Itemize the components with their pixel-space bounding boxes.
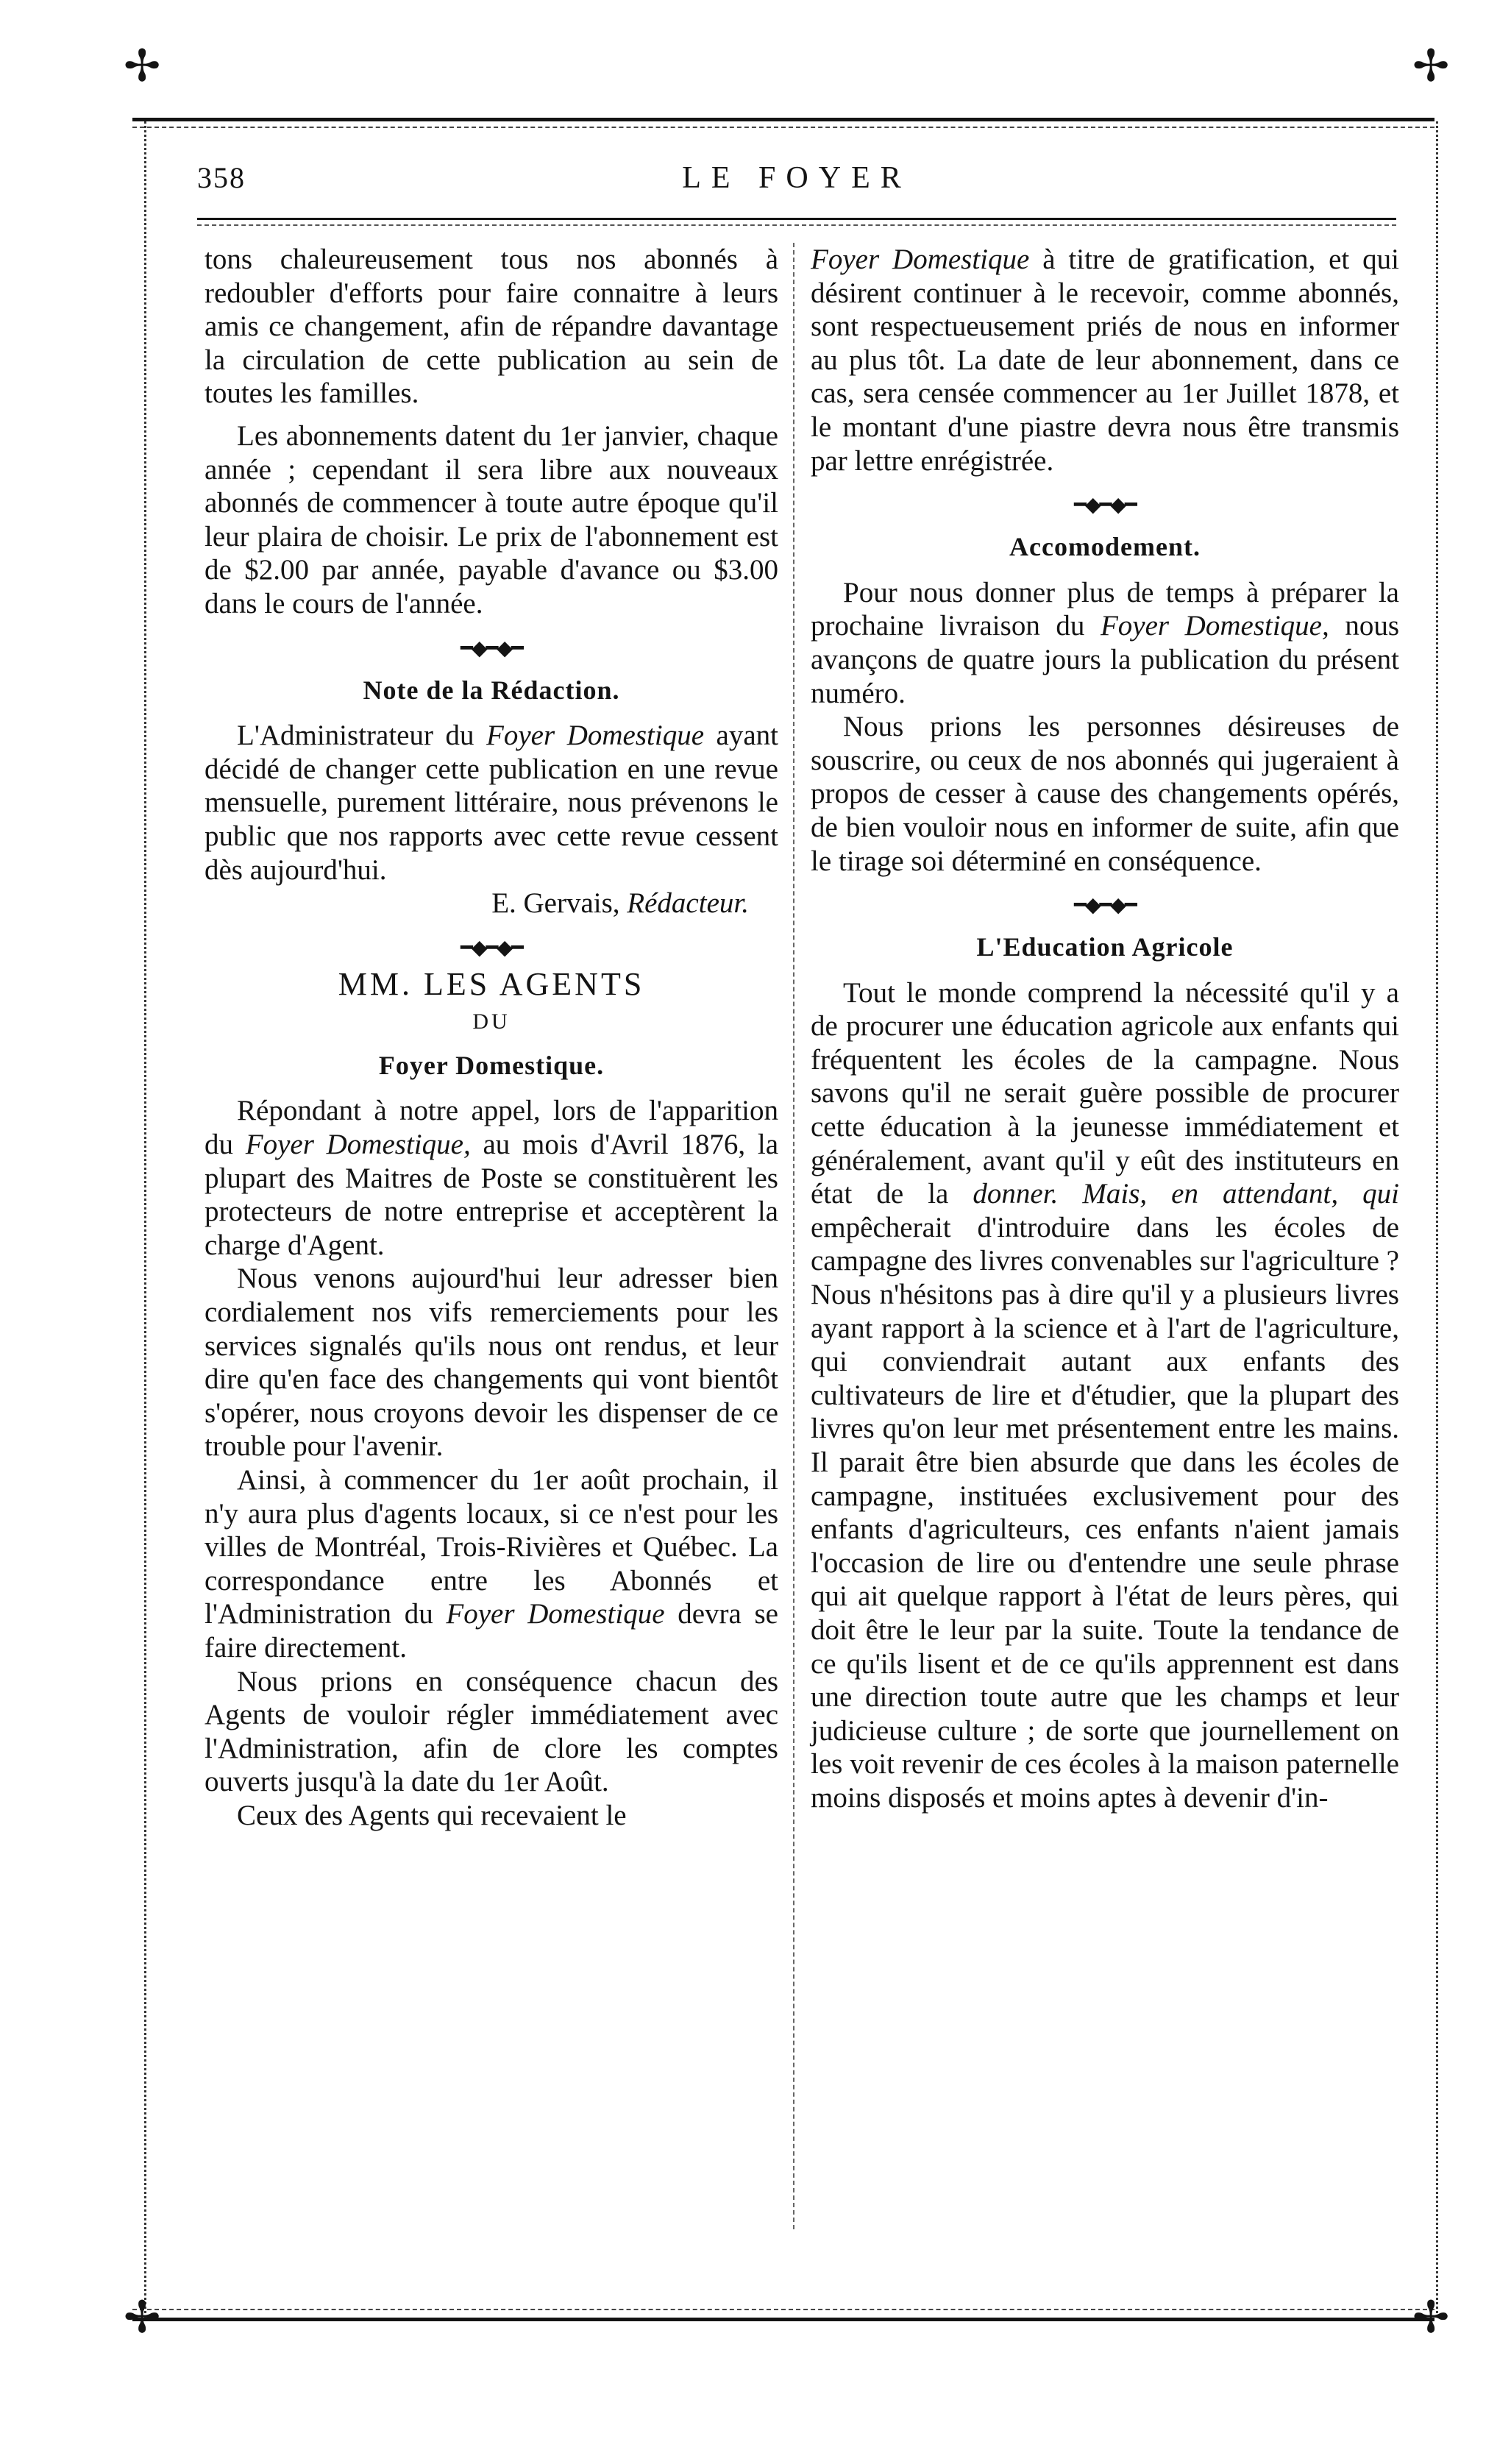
paragraph: tons chaleureusement tous nos abonnés à redoubler d'efforts pour faire connaitre à leurs amis ce changement, afin de répandre davantage la circulation de cette publication au sein de toutes les familles. [205,244,778,410]
section-heading: L'Education Agricole [976,932,1234,962]
frame-top-rule [132,118,1434,121]
header-rule [197,218,1396,220]
section-heading: Accomodement. [1009,532,1201,562]
paragraph: Foyer Domestique à titre de gratification, et qui désirent continuer à le recevoir, comme abonnés, sont respectueusement priés de nous en informer au plus tôt. La date de leur abonnement, dans ce cas, sera censée commencer au 1er Juillet 1878, et le montant d'une piastre devra nous être transmis par lettre enrégistrée. [811,244,1399,477]
frame-left-border [144,121,146,2318]
ornament-corner-icon: ✢ [1412,42,1450,90]
paragraph: Ceux des Agents qui recevaient le [237,1799,627,1831]
paragraph: Nous prions les personnes désireuses de souscrire, ou ceux de nos abonnés qui jugeraient à propos de cesser à cause des changements opérés, de bien vouloir nous en informer de suite, afin que le tirage soi déterminé en conséquence. [811,711,1399,877]
signature: E. Gervais, Rédacteur. [491,887,749,920]
paragraph: Les abonnements datent du 1er janvier, chaque année ; cependant il sera libre aux nouveaux abonnés de commencer à toute autre époque qu'il leur plaira de choisir. Le prix de l'abonnement est de $2.00 par année, payable d'avance ou $3.00 dans le cours de l'année. [205,419,778,619]
ornament-divider-icon: ━◆━◆━ [461,636,522,660]
frame-bottom-rule-inner [132,2309,1434,2310]
frame-right-border [1436,121,1438,2318]
paragraph: Ainsi, à commencer du 1er août prochain, il n'y aura plus d'agents locaux, si ce n'est pour les villes de Montréal, Trois-Rivières et Québec. La correspondance entre les Abonnés et l'Administration du Foyer Domestique devra se faire directement. [205,1464,778,1664]
ornament-divider-icon: ━◆━◆━ [461,936,522,959]
paragraph: Pour nous donner plus de temps à préparer la prochaine livraison du Foyer Domestique, nous avançons de quatre jours la publication du présent numéro. [811,576,1399,709]
page-header [197,160,1396,205]
section-heading: Note de la Rédaction. [363,675,620,705]
ornament-corner-icon: ✢ [124,42,161,90]
right-column [811,243,1399,1815]
paragraph: L'Administrateur du Foyer Domestique ayant décidé de changer cette publication en une revue mensuelle, purement littéraire, nous prévenons le public que nos rapports avec cette revue cessent dès aujourd'hui. [205,720,778,886]
header-rule-dashed [197,224,1396,226]
paragraph: Nous venons aujourd'hui leur adresser bien cordialement nos vifs remerciements pour les services signalés qu'ils nous ont rendus, et leur dire qu'en face des changements qui vont bientôt s'opérer, nous croyons devoir les dispenser de ce trouble pour l'avenir. [205,1263,778,1463]
page-number: 358 [197,161,246,194]
frame-top-rule-inner [132,127,1434,128]
left-column [205,243,778,1833]
ornament-divider-icon: ━◆━◆━ [1074,494,1136,517]
paragraph: Nous prions en conséquence chacun des Agents de vouloir régler immédiatement avec l'Administration, afin de clore les comptes ouverts jusqu'à la date du 1er Août. [205,1665,778,1798]
section-subheading: DU [472,1009,511,1034]
ornament-corner-icon: ✢ [1412,2293,1450,2342]
section-subheading: Foyer Domestique. [378,1050,605,1080]
column-divider [793,243,794,2229]
running-title: LE FOYER [682,161,911,195]
ornament-corner-icon: ✢ [124,2293,161,2342]
frame-bottom-rule [132,2318,1434,2321]
paragraph: Tout le monde comprend la nécessité qu'il y a de procurer une éducation agricole aux enfants qui fréquentent les écoles de la campagne. Nous savons qu'il ne serait guère possible de procurer cette éducation à la jeunesse immédiatement et généralement, avant qu'il y eût des instituteurs en état de la donner. Mais, en attendant, qui empêcherait d'introduire dans les écoles de campagne des livres convenables sur l'agriculture ? Nous n'hésitons pas à dire qu'il y a plusieurs livres ayant rapport à la science et à l'art de l'agriculture, qui conviendrait autant aux enfants des cultivateurs de lire et d'étudier, que la plupart des livres qu'on leur met présentement entre les mains. Il parait être bien absurde que dans les écoles de campagne, instituées exclusivement pour des enfants d'agriculteurs, ces enfants n'aient jamais l'occasion de lire ou d'entendre une seule phrase qui ait quelque rapport à l'état de leurs pères, qui doit être le leur par la suite. Toute la tendance de ce qu'ils lisent et de ce qu'ils apprennent est dans une direction toute autre que les champs et leur judicieuse culture ; de sorte que journellement on les voit revenir de ces écoles à la maison paternelle moins disposés et moins aptes à devenir d'in- [811,976,1399,1814]
paragraph: Répondant à notre appel, lors de l'apparition du Foyer Domestique, au mois d'Avril 1876, la plupart des Maitres de Poste se constituèrent les protecteurs de notre entreprise et acceptèrent la charge d'Agent. [205,1095,779,1261]
ornament-divider-icon: ━◆━◆━ [1074,894,1136,917]
section-heading: MM. LES AGENTS [338,965,645,1002]
